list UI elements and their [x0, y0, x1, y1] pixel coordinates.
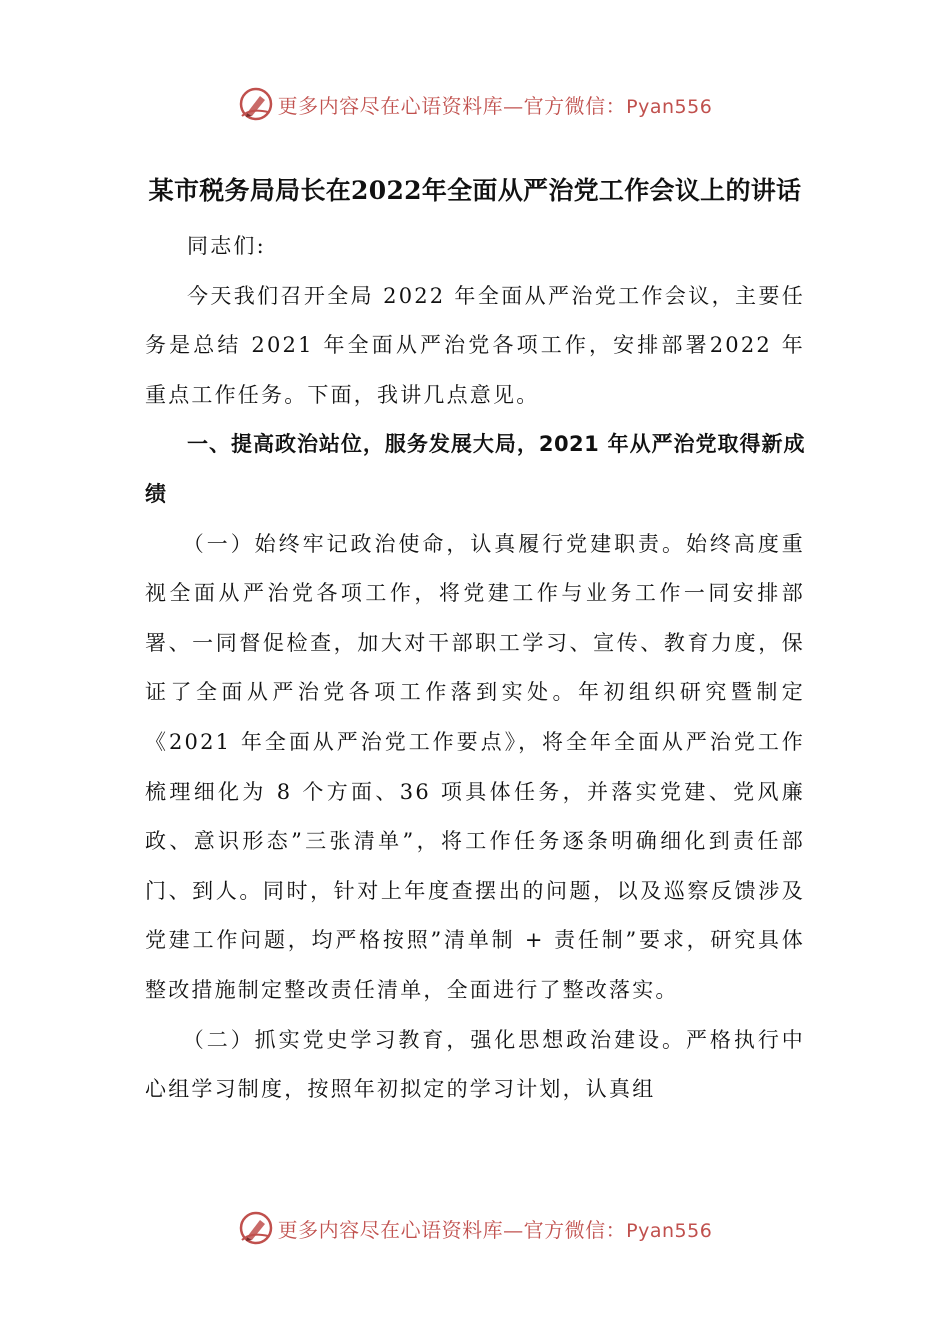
- document-body: [145, 222, 805, 1115]
- watermark-banner-top: [0, 84, 950, 124]
- watermark-dash: —: [503, 1217, 524, 1242]
- watermark-banner-bottom: [0, 1208, 950, 1248]
- pen-logo-icon: [238, 1210, 274, 1246]
- paragraph-subsection-2: （二）抓实党史学习教育，强化思想政治建设。严格执行中心组学习制度，按照年初拟定的学习计划，认真组: [145, 1027, 805, 1102]
- watermark-official: 官方微信：: [523, 93, 627, 118]
- watermark-text: [278, 1214, 713, 1243]
- pen-logo-icon: [238, 86, 274, 122]
- document-title: 某市税务局局长在2022年全面从严治党工作会议上的讲话: [148, 176, 802, 205]
- watermark-text: [278, 90, 713, 119]
- watermark-wechat-id: Pyan556: [626, 95, 713, 118]
- section-heading-1: 一、提高政治站位，服务发展大局，2021 年从严治党取得新成绩: [145, 432, 805, 506]
- greeting: 同志们:: [187, 234, 266, 258]
- watermark-official: 官方微信：: [523, 1217, 627, 1242]
- paragraph-intro: 今天我们召开全局 2022 年全面从严治党工作会议，主要任务是总结 2021 年全面从严治党各项工作，安排部署2022 年重点工作任务。下面，我讲几点意见。: [145, 283, 805, 407]
- paragraph-subsection-1: （一）始终牢记政治使命，认真履行党建职责。始终高度重视全面从严治党各项工作，将党建工作与业务工作一同安排部署、一同督促检查，加大对干部职工学习、宣传、教育力度，保证了全面从严治党各项工作落到实处。年初组织研究暨制定《2021 年全面从严治党工作要点》，将全年全面从严治党工作梳理细化为 8 个方面、36 项具体任务，并落实党建、党风廉政、意识形态”三张清单”，将工作任务逐条明确细化到责任部门、到人。同时，针对上年度查摆出的问题，以及巡察反馈涉及党建工作问题，均严格按照”清单制 + 责任制”要求，研究具体整改措施制定整改责任清单，全面进行了整改落实。: [145, 531, 805, 1002]
- watermark-wechat-id: Pyan556: [626, 1219, 713, 1242]
- watermark-prefix: 更多内容尽在心语资料库: [277, 93, 504, 118]
- watermark-prefix: 更多内容尽在心语资料库: [277, 1217, 504, 1242]
- watermark-dash: —: [503, 93, 524, 118]
